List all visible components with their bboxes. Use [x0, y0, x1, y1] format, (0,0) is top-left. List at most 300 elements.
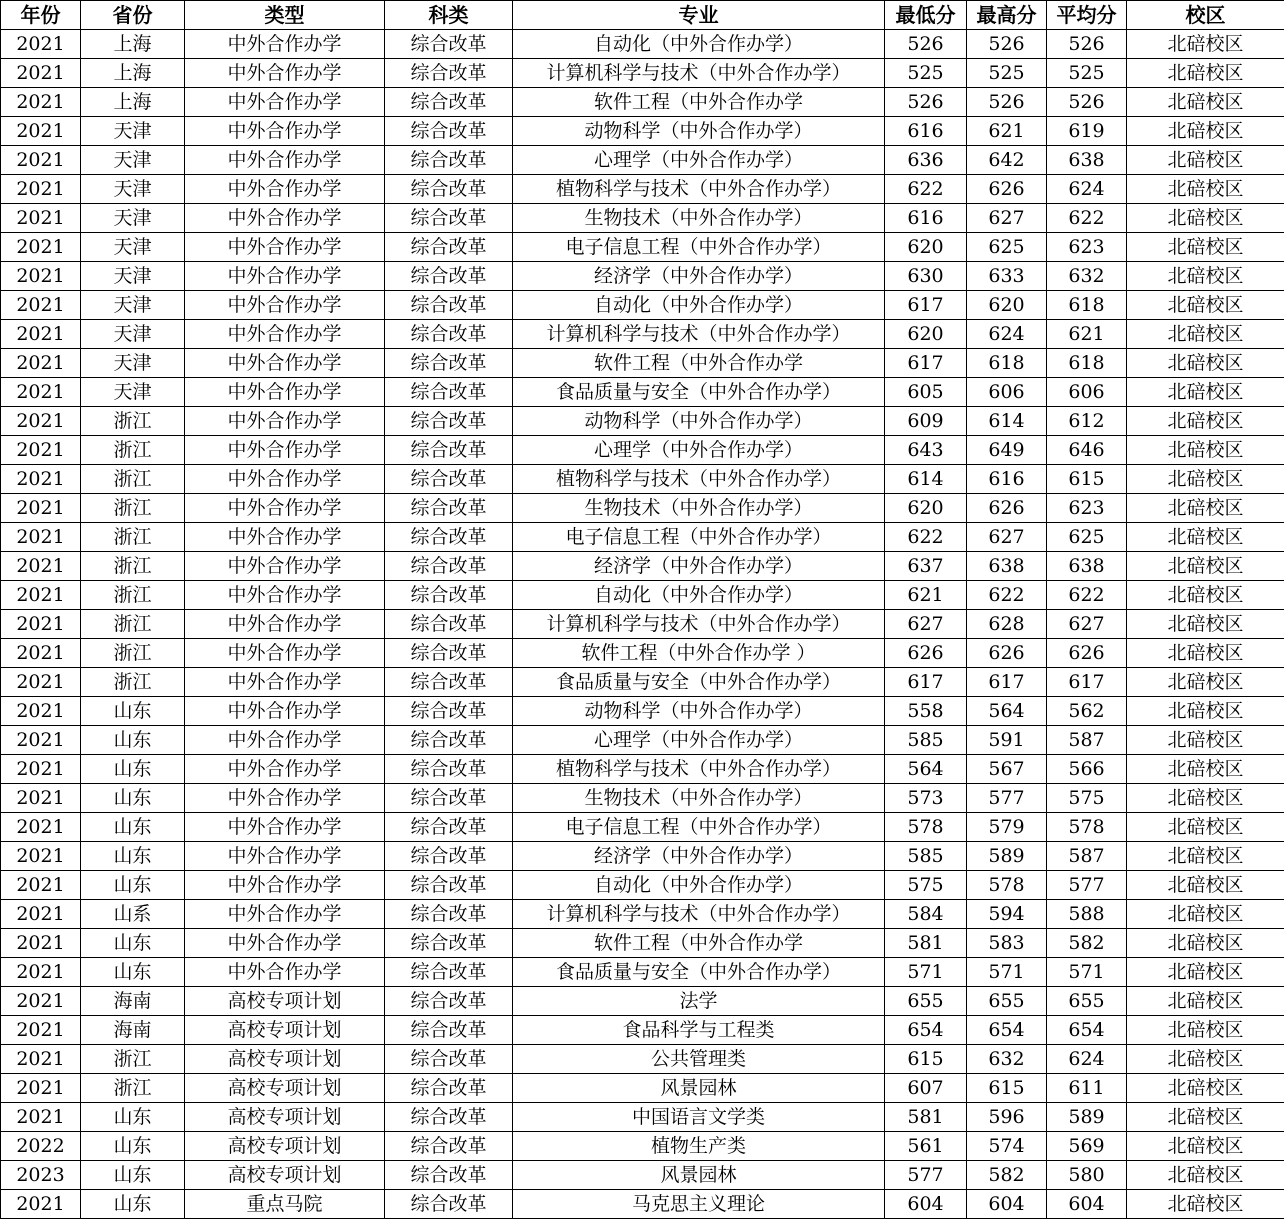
cell-type: 中外合作办学: [185, 204, 385, 233]
cell-subject: 综合改革: [385, 1045, 513, 1074]
cell-min-score: 654: [885, 1016, 967, 1045]
cell-campus: 北碚校区: [1127, 378, 1284, 407]
cell-min-score: 573: [885, 784, 967, 813]
cell-province: 山东: [81, 1132, 185, 1161]
cell-min-score: 626: [885, 639, 967, 668]
cell-campus: 北碚校区: [1127, 233, 1284, 262]
cell-type: 中外合作办学: [185, 523, 385, 552]
cell-min-score: 581: [885, 929, 967, 958]
cell-subject: 综合改革: [385, 639, 513, 668]
cell-major: 食品科学与工程类: [513, 1016, 885, 1045]
cell-type: 中外合作办学: [185, 349, 385, 378]
table-row: [1, 958, 1284, 987]
cell-max-score: 579: [967, 813, 1047, 842]
cell-year: 2021: [1, 30, 81, 59]
cell-campus: 北碚校区: [1127, 407, 1284, 436]
cell-campus: 北碚校区: [1127, 262, 1284, 291]
cell-year: 2021: [1, 465, 81, 494]
cell-province: 天津: [81, 146, 185, 175]
cell-year: 2021: [1, 755, 81, 784]
cell-min-score: 621: [885, 581, 967, 610]
table-row: [1, 987, 1284, 1016]
table-row: [1, 929, 1284, 958]
cell-max-score: 626: [967, 494, 1047, 523]
cell-subject: 综合改革: [385, 668, 513, 697]
cell-min-score: 616: [885, 117, 967, 146]
cell-year: 2021: [1, 291, 81, 320]
cell-min-score: 607: [885, 1074, 967, 1103]
cell-campus: 北碚校区: [1127, 320, 1284, 349]
header-row: [1, 1, 1284, 30]
cell-avg-score: 621: [1047, 320, 1127, 349]
header-year: 年份: [1, 1, 81, 30]
cell-campus: 北碚校区: [1127, 1045, 1284, 1074]
cell-major: 生物技术（中外合作办学）: [513, 204, 885, 233]
table-row: [1, 668, 1284, 697]
cell-campus: 北碚校区: [1127, 668, 1284, 697]
cell-type: 中外合作办学: [185, 175, 385, 204]
cell-province: 山东: [81, 813, 185, 842]
table-row: [1, 59, 1284, 88]
cell-subject: 综合改革: [385, 494, 513, 523]
cell-year: 2021: [1, 117, 81, 146]
cell-max-score: 594: [967, 900, 1047, 929]
cell-major: 心理学（中外合作办学）: [513, 726, 885, 755]
cell-campus: 北碚校区: [1127, 204, 1284, 233]
cell-max-score: 614: [967, 407, 1047, 436]
table-row: [1, 639, 1284, 668]
cell-type: 中外合作办学: [185, 958, 385, 987]
cell-type: 中外合作办学: [185, 117, 385, 146]
table-row: [1, 146, 1284, 175]
cell-type: 中外合作办学: [185, 88, 385, 117]
cell-major: 计算机科学与技术（中外合作办学）: [513, 900, 885, 929]
cell-avg-score: 578: [1047, 813, 1127, 842]
cell-avg-score: 622: [1047, 581, 1127, 610]
cell-max-score: 624: [967, 320, 1047, 349]
cell-campus: 北碚校区: [1127, 1016, 1284, 1045]
cell-min-score: 616: [885, 204, 967, 233]
cell-major: 软件工程（中外合作办学: [513, 349, 885, 378]
table-row: [1, 291, 1284, 320]
cell-year: 2021: [1, 523, 81, 552]
cell-type: 高校专项计划: [185, 987, 385, 1016]
cell-campus: 北碚校区: [1127, 1161, 1284, 1190]
cell-min-score: 577: [885, 1161, 967, 1190]
cell-type: 中外合作办学: [185, 465, 385, 494]
cell-province: 山东: [81, 842, 185, 871]
cell-campus: 北碚校区: [1127, 1132, 1284, 1161]
cell-province: 山东: [81, 697, 185, 726]
cell-min-score: 584: [885, 900, 967, 929]
cell-type: 中外合作办学: [185, 291, 385, 320]
cell-major: 心理学（中外合作办学）: [513, 146, 885, 175]
cell-type: 高校专项计划: [185, 1074, 385, 1103]
table-row: [1, 175, 1284, 204]
cell-year: 2021: [1, 494, 81, 523]
cell-province: 山东: [81, 1103, 185, 1132]
cell-avg-score: 611: [1047, 1074, 1127, 1103]
cell-campus: 北碚校区: [1127, 784, 1284, 813]
cell-year: 2021: [1, 726, 81, 755]
cell-province: 山东: [81, 784, 185, 813]
cell-campus: 北碚校区: [1127, 146, 1284, 175]
cell-min-score: 609: [885, 407, 967, 436]
cell-type: 高校专项计划: [185, 1132, 385, 1161]
cell-type: 高校专项计划: [185, 1161, 385, 1190]
cell-subject: 综合改革: [385, 900, 513, 929]
cell-avg-score: 646: [1047, 436, 1127, 465]
cell-type: 中外合作办学: [185, 59, 385, 88]
table-row: [1, 1161, 1284, 1190]
cell-major: 公共管理类: [513, 1045, 885, 1074]
cell-avg-score: 626: [1047, 639, 1127, 668]
cell-max-score: 525: [967, 59, 1047, 88]
cell-avg-score: 606: [1047, 378, 1127, 407]
table-row: [1, 1132, 1284, 1161]
header-province: 省份: [81, 1, 185, 30]
table-row: [1, 204, 1284, 233]
table-row: [1, 552, 1284, 581]
cell-year: 2022: [1, 1132, 81, 1161]
table-row: [1, 871, 1284, 900]
cell-campus: 北碚校区: [1127, 59, 1284, 88]
cell-max-score: 633: [967, 262, 1047, 291]
cell-subject: 综合改革: [385, 378, 513, 407]
cell-type: 中外合作办学: [185, 552, 385, 581]
cell-subject: 综合改革: [385, 523, 513, 552]
cell-major: 自动化（中外合作办学）: [513, 30, 885, 59]
cell-min-score: 630: [885, 262, 967, 291]
cell-min-score: 525: [885, 59, 967, 88]
cell-major: 风景园林: [513, 1161, 885, 1190]
table-row: [1, 784, 1284, 813]
cell-campus: 北碚校区: [1127, 842, 1284, 871]
cell-province: 浙江: [81, 494, 185, 523]
cell-province: 浙江: [81, 639, 185, 668]
cell-type: 重点马院: [185, 1190, 385, 1219]
cell-year: 2021: [1, 1190, 81, 1219]
cell-province: 天津: [81, 378, 185, 407]
cell-major: 电子信息工程（中外合作办学）: [513, 813, 885, 842]
cell-year: 2021: [1, 320, 81, 349]
cell-avg-score: 624: [1047, 175, 1127, 204]
cell-subject: 综合改革: [385, 30, 513, 59]
cell-province: 浙江: [81, 523, 185, 552]
cell-year: 2021: [1, 1045, 81, 1074]
table-row: [1, 465, 1284, 494]
cell-major: 自动化（中外合作办学）: [513, 871, 885, 900]
cell-avg-score: 588: [1047, 900, 1127, 929]
cell-max-score: 642: [967, 146, 1047, 175]
cell-avg-score: 654: [1047, 1016, 1127, 1045]
cell-major: 计算机科学与技术（中外合作办学）: [513, 59, 885, 88]
cell-major: 食品质量与安全（中外合作办学）: [513, 958, 885, 987]
cell-major: 计算机科学与技术（中外合作办学）: [513, 320, 885, 349]
cell-min-score: 604: [885, 1190, 967, 1219]
cell-avg-score: 623: [1047, 494, 1127, 523]
cell-campus: 北碚校区: [1127, 291, 1284, 320]
cell-province: 山系: [81, 900, 185, 929]
cell-avg-score: 617: [1047, 668, 1127, 697]
cell-major: 软件工程（中外合作办学 ）: [513, 639, 885, 668]
cell-type: 中外合作办学: [185, 639, 385, 668]
cell-avg-score: 625: [1047, 523, 1127, 552]
cell-province: 天津: [81, 349, 185, 378]
cell-avg-score: 526: [1047, 30, 1127, 59]
cell-min-score: 526: [885, 88, 967, 117]
header-max-score: 最高分: [967, 1, 1047, 30]
table-row: [1, 88, 1284, 117]
cell-subject: 综合改革: [385, 465, 513, 494]
cell-avg-score: 562: [1047, 697, 1127, 726]
cell-max-score: 627: [967, 204, 1047, 233]
cell-campus: 北碚校区: [1127, 929, 1284, 958]
cell-year: 2021: [1, 987, 81, 1016]
cell-campus: 北碚校区: [1127, 900, 1284, 929]
cell-campus: 北碚校区: [1127, 175, 1284, 204]
cell-min-score: 622: [885, 175, 967, 204]
cell-type: 中外合作办学: [185, 233, 385, 262]
cell-max-score: 654: [967, 1016, 1047, 1045]
cell-max-score: 596: [967, 1103, 1047, 1132]
cell-campus: 北碚校区: [1127, 697, 1284, 726]
cell-campus: 北碚校区: [1127, 958, 1284, 987]
cell-major: 电子信息工程（中外合作办学）: [513, 523, 885, 552]
header-major: 专业: [513, 1, 885, 30]
cell-major: 风景园林: [513, 1074, 885, 1103]
table-row: [1, 1190, 1284, 1219]
cell-year: 2021: [1, 1074, 81, 1103]
cell-max-score: 617: [967, 668, 1047, 697]
cell-year: 2021: [1, 871, 81, 900]
cell-min-score: 655: [885, 987, 967, 1016]
cell-min-score: 643: [885, 436, 967, 465]
cell-min-score: 617: [885, 349, 967, 378]
cell-province: 天津: [81, 117, 185, 146]
cell-campus: 北碚校区: [1127, 871, 1284, 900]
cell-avg-score: 623: [1047, 233, 1127, 262]
cell-avg-score: 604: [1047, 1190, 1127, 1219]
cell-subject: 综合改革: [385, 291, 513, 320]
cell-subject: 综合改革: [385, 175, 513, 204]
cell-max-score: 622: [967, 581, 1047, 610]
table-row: [1, 581, 1284, 610]
cell-campus: 北碚校区: [1127, 987, 1284, 1016]
cell-major: 计算机科学与技术（中外合作办学）: [513, 610, 885, 639]
cell-year: 2021: [1, 436, 81, 465]
cell-type: 中外合作办学: [185, 668, 385, 697]
cell-type: 中外合作办学: [185, 262, 385, 291]
cell-type: 中外合作办学: [185, 407, 385, 436]
cell-province: 海南: [81, 1016, 185, 1045]
table-row: [1, 233, 1284, 262]
cell-subject: 综合改革: [385, 349, 513, 378]
table-row: [1, 1045, 1284, 1074]
cell-campus: 北碚校区: [1127, 552, 1284, 581]
cell-subject: 综合改革: [385, 233, 513, 262]
cell-avg-score: 622: [1047, 204, 1127, 233]
cell-min-score: 622: [885, 523, 967, 552]
cell-year: 2021: [1, 813, 81, 842]
cell-max-score: 582: [967, 1161, 1047, 1190]
cell-min-score: 575: [885, 871, 967, 900]
cell-subject: 综合改革: [385, 262, 513, 291]
header-avg-score: 平均分: [1047, 1, 1127, 30]
table-body: [1, 30, 1284, 1219]
cell-year: 2021: [1, 146, 81, 175]
table-row: [1, 900, 1284, 929]
cell-avg-score: 566: [1047, 755, 1127, 784]
cell-major: 动物科学（中外合作办学）: [513, 407, 885, 436]
cell-max-score: 577: [967, 784, 1047, 813]
cell-avg-score: 587: [1047, 842, 1127, 871]
table-row: [1, 755, 1284, 784]
cell-province: 山东: [81, 871, 185, 900]
table-row: [1, 1103, 1284, 1132]
cell-subject: 综合改革: [385, 813, 513, 842]
cell-province: 浙江: [81, 436, 185, 465]
cell-avg-score: 619: [1047, 117, 1127, 146]
cell-max-score: 649: [967, 436, 1047, 465]
cell-subject: 综合改革: [385, 204, 513, 233]
table-row: [1, 349, 1284, 378]
cell-subject: 综合改革: [385, 59, 513, 88]
cell-avg-score: 587: [1047, 726, 1127, 755]
cell-major: 中国语言文学类: [513, 1103, 885, 1132]
cell-subject: 综合改革: [385, 1190, 513, 1219]
cell-min-score: 620: [885, 233, 967, 262]
cell-subject: 综合改革: [385, 1016, 513, 1045]
cell-year: 2021: [1, 59, 81, 88]
cell-type: 中外合作办学: [185, 842, 385, 871]
cell-major: 植物科学与技术（中外合作办学）: [513, 175, 885, 204]
cell-major: 法学: [513, 987, 885, 1016]
cell-year: 2021: [1, 1103, 81, 1132]
cell-year: 2021: [1, 175, 81, 204]
cell-min-score: 585: [885, 726, 967, 755]
cell-avg-score: 615: [1047, 465, 1127, 494]
cell-major: 食品质量与安全（中外合作办学）: [513, 378, 885, 407]
cell-type: 中外合作办学: [185, 755, 385, 784]
cell-avg-score: 571: [1047, 958, 1127, 987]
cell-year: 2021: [1, 958, 81, 987]
cell-type: 中外合作办学: [185, 436, 385, 465]
cell-subject: 综合改革: [385, 958, 513, 987]
cell-min-score: 571: [885, 958, 967, 987]
cell-min-score: 605: [885, 378, 967, 407]
cell-campus: 北碚校区: [1127, 610, 1284, 639]
cell-year: 2021: [1, 262, 81, 291]
cell-year: 2021: [1, 581, 81, 610]
cell-type: 中外合作办学: [185, 784, 385, 813]
cell-max-score: 583: [967, 929, 1047, 958]
cell-type: 中外合作办学: [185, 30, 385, 59]
cell-major: 经济学（中外合作办学）: [513, 262, 885, 291]
cell-campus: 北碚校区: [1127, 1190, 1284, 1219]
cell-type: 中外合作办学: [185, 146, 385, 175]
cell-campus: 北碚校区: [1127, 30, 1284, 59]
cell-min-score: 617: [885, 668, 967, 697]
table-row: [1, 378, 1284, 407]
cell-major: 软件工程（中外合作办学: [513, 88, 885, 117]
cell-province: 山东: [81, 929, 185, 958]
cell-type: 中外合作办学: [185, 726, 385, 755]
cell-subject: 综合改革: [385, 320, 513, 349]
cell-major: 生物技术（中外合作办学）: [513, 784, 885, 813]
cell-max-score: 564: [967, 697, 1047, 726]
cell-type: 中外合作办学: [185, 697, 385, 726]
cell-subject: 综合改革: [385, 88, 513, 117]
cell-campus: 北碚校区: [1127, 726, 1284, 755]
cell-subject: 综合改革: [385, 407, 513, 436]
table-row: [1, 610, 1284, 639]
cell-avg-score: 618: [1047, 349, 1127, 378]
cell-campus: 北碚校区: [1127, 1074, 1284, 1103]
cell-min-score: 581: [885, 1103, 967, 1132]
cell-campus: 北碚校区: [1127, 88, 1284, 117]
cell-campus: 北碚校区: [1127, 639, 1284, 668]
cell-avg-score: 575: [1047, 784, 1127, 813]
cell-type: 中外合作办学: [185, 494, 385, 523]
cell-avg-score: 638: [1047, 146, 1127, 175]
table-row: [1, 436, 1284, 465]
cell-year: 2021: [1, 407, 81, 436]
table-row: [1, 697, 1284, 726]
cell-campus: 北碚校区: [1127, 494, 1284, 523]
cell-type: 中外合作办学: [185, 320, 385, 349]
cell-year: 2021: [1, 900, 81, 929]
cell-min-score: 558: [885, 697, 967, 726]
cell-subject: 综合改革: [385, 842, 513, 871]
cell-province: 山东: [81, 726, 185, 755]
cell-province: 浙江: [81, 1045, 185, 1074]
cell-major: 自动化（中外合作办学）: [513, 291, 885, 320]
cell-province: 浙江: [81, 668, 185, 697]
cell-subject: 综合改革: [385, 436, 513, 465]
cell-subject: 综合改革: [385, 117, 513, 146]
cell-subject: 综合改革: [385, 755, 513, 784]
cell-campus: 北碚校区: [1127, 349, 1284, 378]
cell-major: 动物科学（中外合作办学）: [513, 117, 885, 146]
cell-min-score: 636: [885, 146, 967, 175]
cell-max-score: 574: [967, 1132, 1047, 1161]
table-row: [1, 1016, 1284, 1045]
cell-type: 中外合作办学: [185, 581, 385, 610]
cell-year: 2021: [1, 784, 81, 813]
cell-min-score: 526: [885, 30, 967, 59]
cell-min-score: 561: [885, 1132, 967, 1161]
cell-subject: 综合改革: [385, 146, 513, 175]
cell-max-score: 615: [967, 1074, 1047, 1103]
cell-province: 天津: [81, 175, 185, 204]
cell-min-score: 620: [885, 494, 967, 523]
cell-avg-score: 638: [1047, 552, 1127, 581]
cell-subject: 综合改革: [385, 871, 513, 900]
cell-min-score: 578: [885, 813, 967, 842]
header-min-score: 最低分: [885, 1, 967, 30]
cell-major: 经济学（中外合作办学）: [513, 552, 885, 581]
cell-major: 电子信息工程（中外合作办学）: [513, 233, 885, 262]
cell-type: 高校专项计划: [185, 1103, 385, 1132]
cell-major: 植物科学与技术（中外合作办学）: [513, 755, 885, 784]
cell-year: 2021: [1, 349, 81, 378]
cell-type: 高校专项计划: [185, 1045, 385, 1074]
cell-avg-score: 577: [1047, 871, 1127, 900]
cell-year: 2021: [1, 88, 81, 117]
header-campus: 校区: [1127, 1, 1284, 30]
cell-year: 2021: [1, 668, 81, 697]
